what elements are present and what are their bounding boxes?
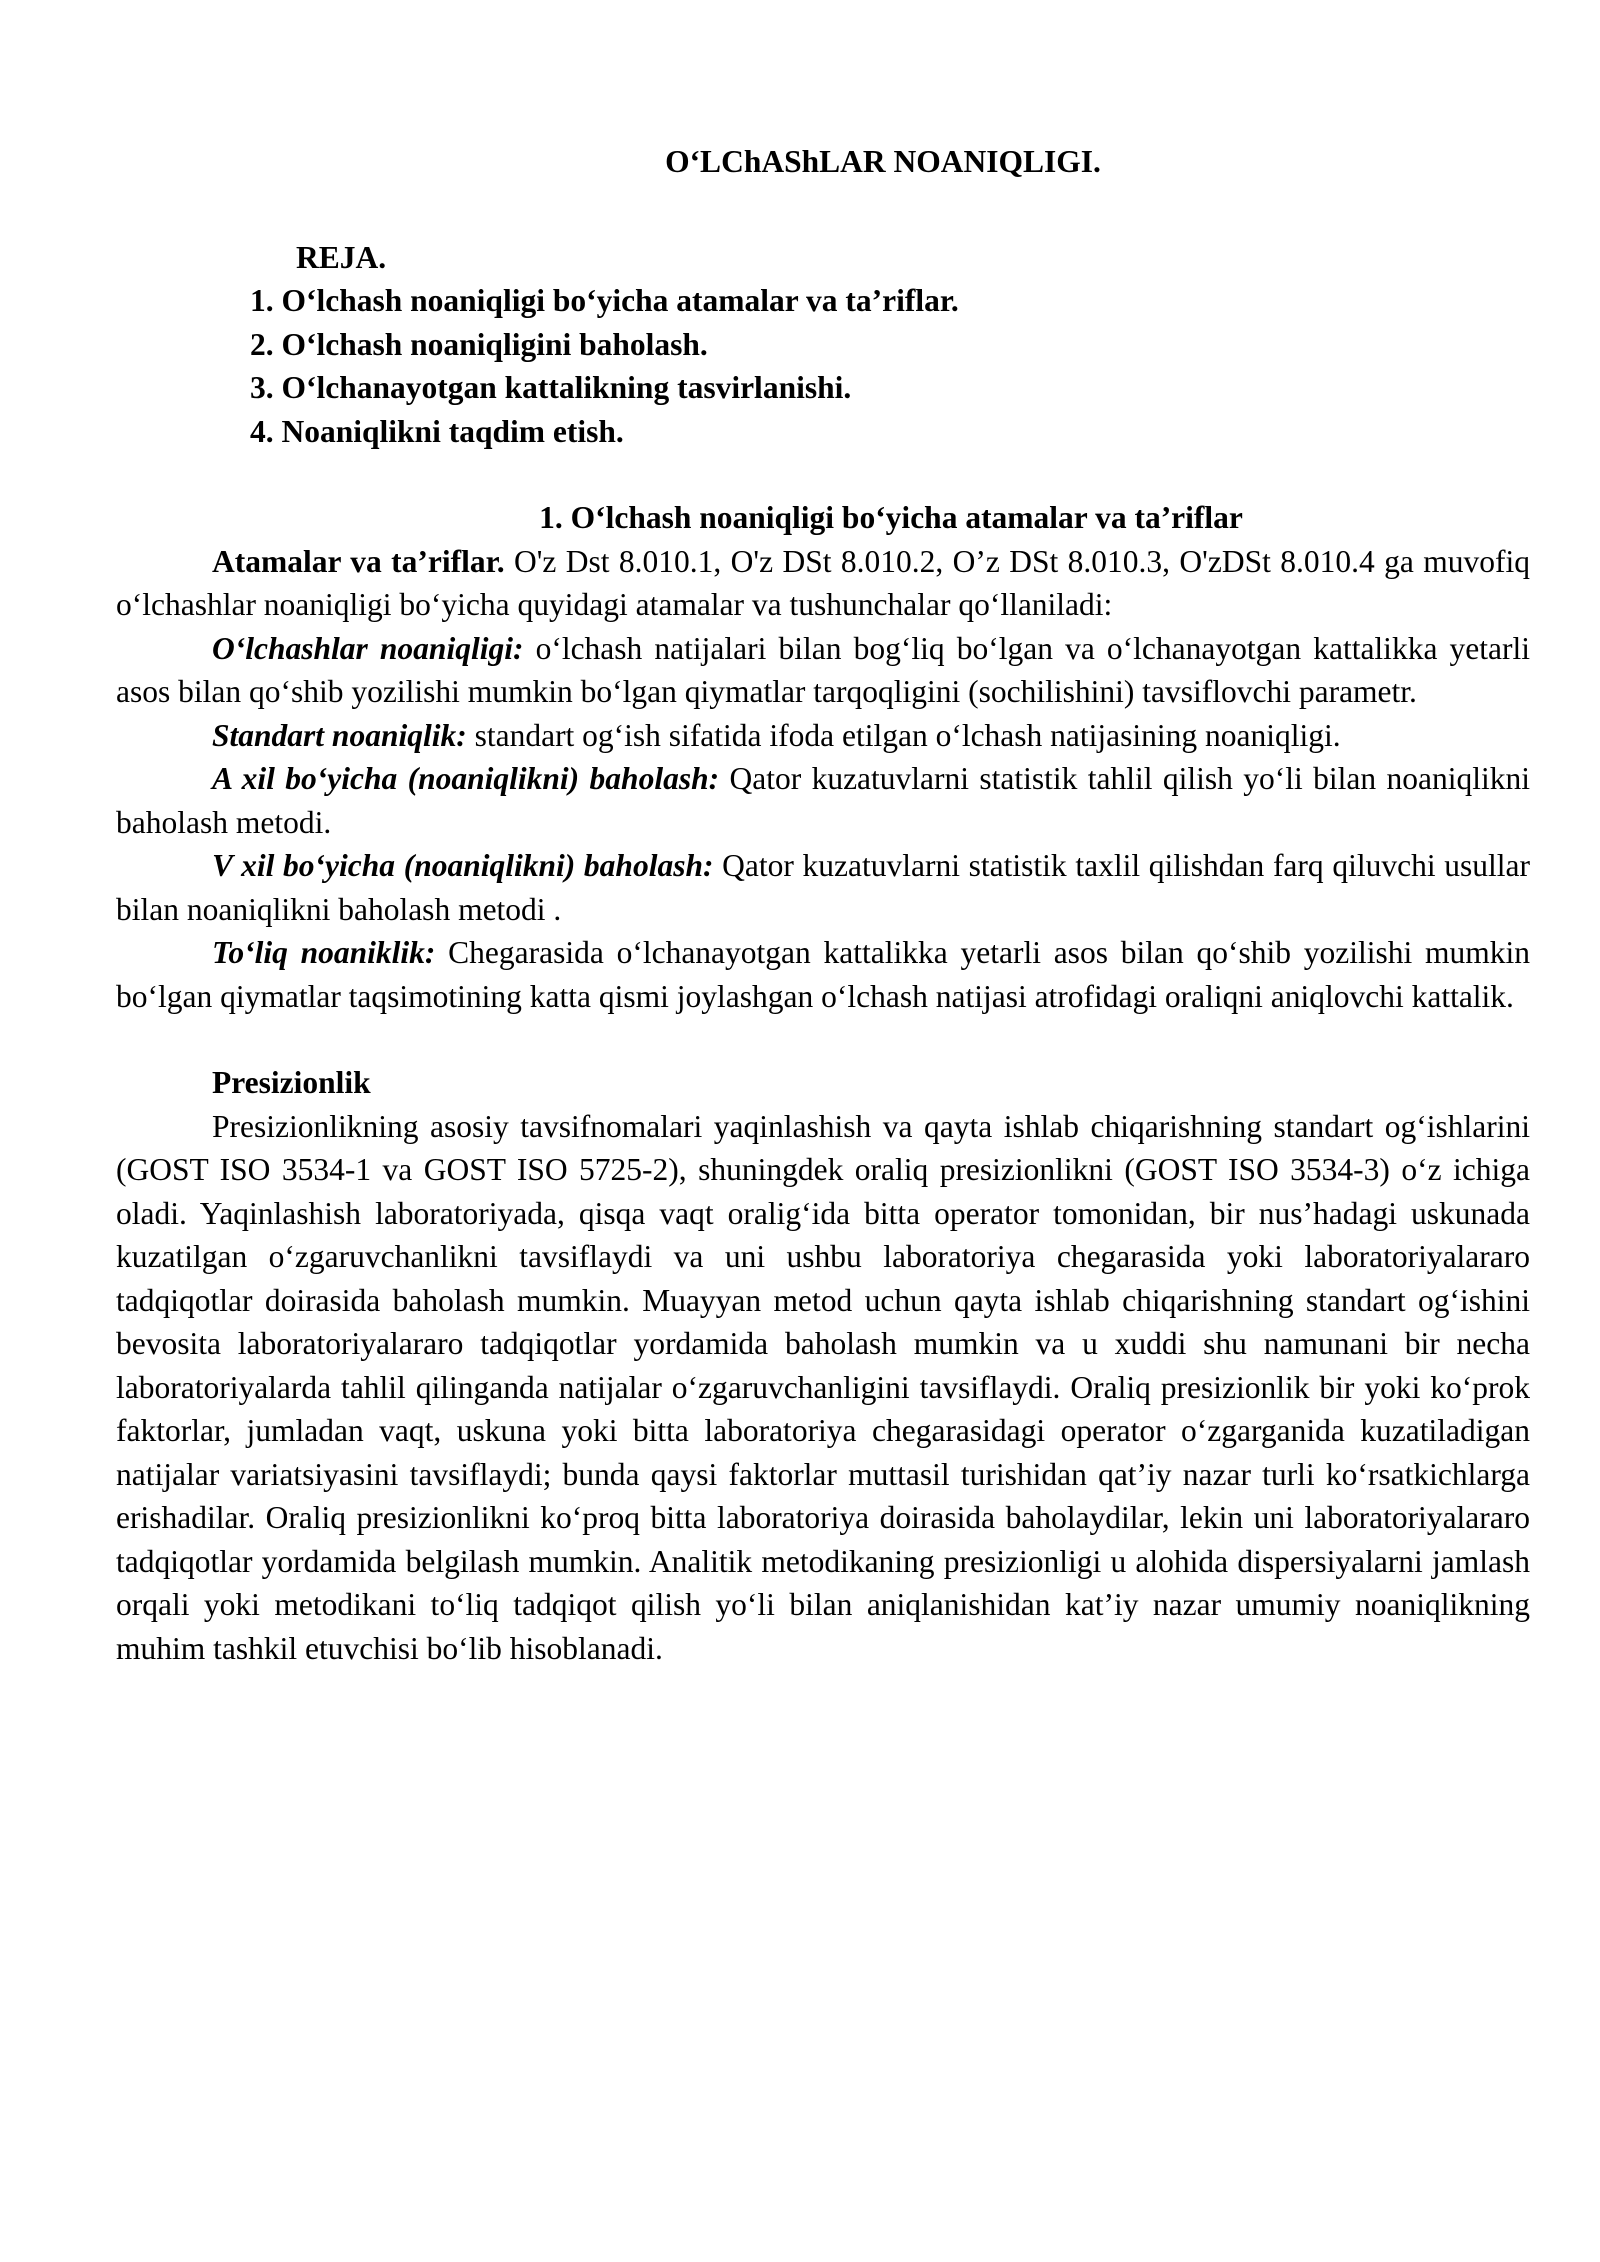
document-title: O‘LChAShLAR NOANIQLIGI. <box>665 144 1101 179</box>
plan-list <box>116 279 1530 453</box>
plan-item: 3. O‘lchanayotgan kattalikning tasvirlanishi. <box>250 370 852 405</box>
precision-heading: Presizionlik <box>212 1065 371 1100</box>
definition-text: Qator kuzatuvlarni statistik tahlil qilish yo‘li bilan noaniqlikni baholash metodi. <box>116 761 1530 840</box>
definition-term: O‘lchashlar noaniqligi: <box>212 630 524 666</box>
definition-term: V xil bo‘yicha (noaniqlikni) baholash: <box>212 848 714 883</box>
plan-item: 4. Noaniqlikni taqdim etish. <box>250 413 624 449</box>
definition-text: standart og‘ish sifatida ifoda etilgan o‘lchash natijasining noaniqligi. <box>466 717 1341 753</box>
section-heading: 1. O‘lchash noaniqligi bo‘yicha atamalar va ta’riflar <box>539 500 1243 535</box>
intro-paragraph <box>116 540 1530 627</box>
definition-text: Chegarasida o‘lchanayotgan kattalikka yetarli asos bilan qo‘shib yozilishi mumkin bo‘lgan qiymatlar taqsimotining katta qismi joylashgan o‘lchash natijasi atrofidagi oraliqni aniqlovchi kattalik. <box>116 935 1530 1014</box>
plan-item: 2. O‘lchash noaniqligini baholash. <box>250 326 708 362</box>
definition-text: o‘lchash natijalari bilan bog‘liq bo‘lgan va o‘lchanayotgan kattalikka yetarli asos bilan qo‘shib yozilishi mumkin bo‘lgan qiymatlar tarqoqligini (sochilishini) tavsiflovchi parametr. <box>116 630 1531 709</box>
intro-text: O'z Dst 8.010.1, O'z DSt 8.010.2, O’z DSt 8.010.3, O'zDSt 8.010.4 ga muvofiq o‘lchashlar noaniqligi bo‘yicha quyidagi atamalar va tushunchalar qo‘llaniladi: <box>116 543 1530 622</box>
definition-paragraph <box>116 844 1530 931</box>
plan-heading: REJA. <box>296 239 387 275</box>
definition-paragraph <box>116 931 1530 1018</box>
precision-paragraph: Presizionlikning asosiy tavsifnomalari yaqinlashish va qayta ishlab chiqarishning standart og‘ishlarini (GOST ISO 3534-1 va GOST ISO 5725-2), shuningdek oraliq presizionlikni (GOST ISO 3534-3) o‘z ichiga oladi. Yaqinlashish laboratoriyada, qisqa vaqt oralig‘ida bitta operator tomonidan, bir nus’hadagi uskunada kuzatilgan o‘zgaruvchanlikni tavsiflaydi va uni ushbu laboratoriya chegarasida yoki laboratoriyalararo tadqiqotlar doirasida baholash mumkin. Muayyan metod uchun qayta ishlab chiqarishning standart og‘ishini bevosita laboratoriyalararo tadqiqotlar yordamida baholash mumkin va u xuddi shu namunani bir necha laboratoriyalarda tahlil qilinganda natijalar o‘zgaruvchanligini tavsiflaydi. Oraliq presizionlik bir yoki ko‘prok faktorlar, jumladan vaqt, uskuna yoki bitta laboratoriya chegarasidagi operator o‘zgarganida kuzatiladigan natijalar variatsiyasini tavsiflaydi; bunda qaysi faktorlar muttasil turishidan qat’iy nazar turli ko‘rsatkichlarga erishadilar. Oraliq presizionlikni ko‘proq bitta laboratoriya doirasida baholaydilar, lekin uni laboratoriyalararo tadqiqotlar yordamida belgilash mumkin. Analitik metodikaning presizionligi u alohida dispersiyalarni jamlash orqali yoki metodikani to‘liq tadqiqot qilish yo‘li bilan aniqlanishidan kat’iy nazar umumiy noaniqlikning muhim tashkil etuvchisi bo‘lib hisoblanadi. <box>116 1108 1530 1666</box>
definition-paragraph <box>116 627 1530 714</box>
definition-term: To‘liq noaniklik: <box>212 935 436 970</box>
definition-term: A xil bo‘yicha (noaniqlikni) baholash: <box>212 761 720 796</box>
plan-item: 1. O‘lchash noaniqligi bo‘yicha atamalar va ta’riflar. <box>250 283 959 318</box>
definition-paragraph <box>116 757 1530 844</box>
intro-term: Atamalar va ta’riflar. <box>212 543 505 579</box>
definition-paragraph <box>116 714 1530 758</box>
definition-term: Standart noaniqlik: <box>212 717 467 753</box>
definition-text: Qator kuzatuvlarni statistik taxlil qilishdan farq qiluvchi usullar bilan noaniqlikni baholash metodi . <box>116 848 1530 927</box>
document-page <box>116 140 1530 1670</box>
